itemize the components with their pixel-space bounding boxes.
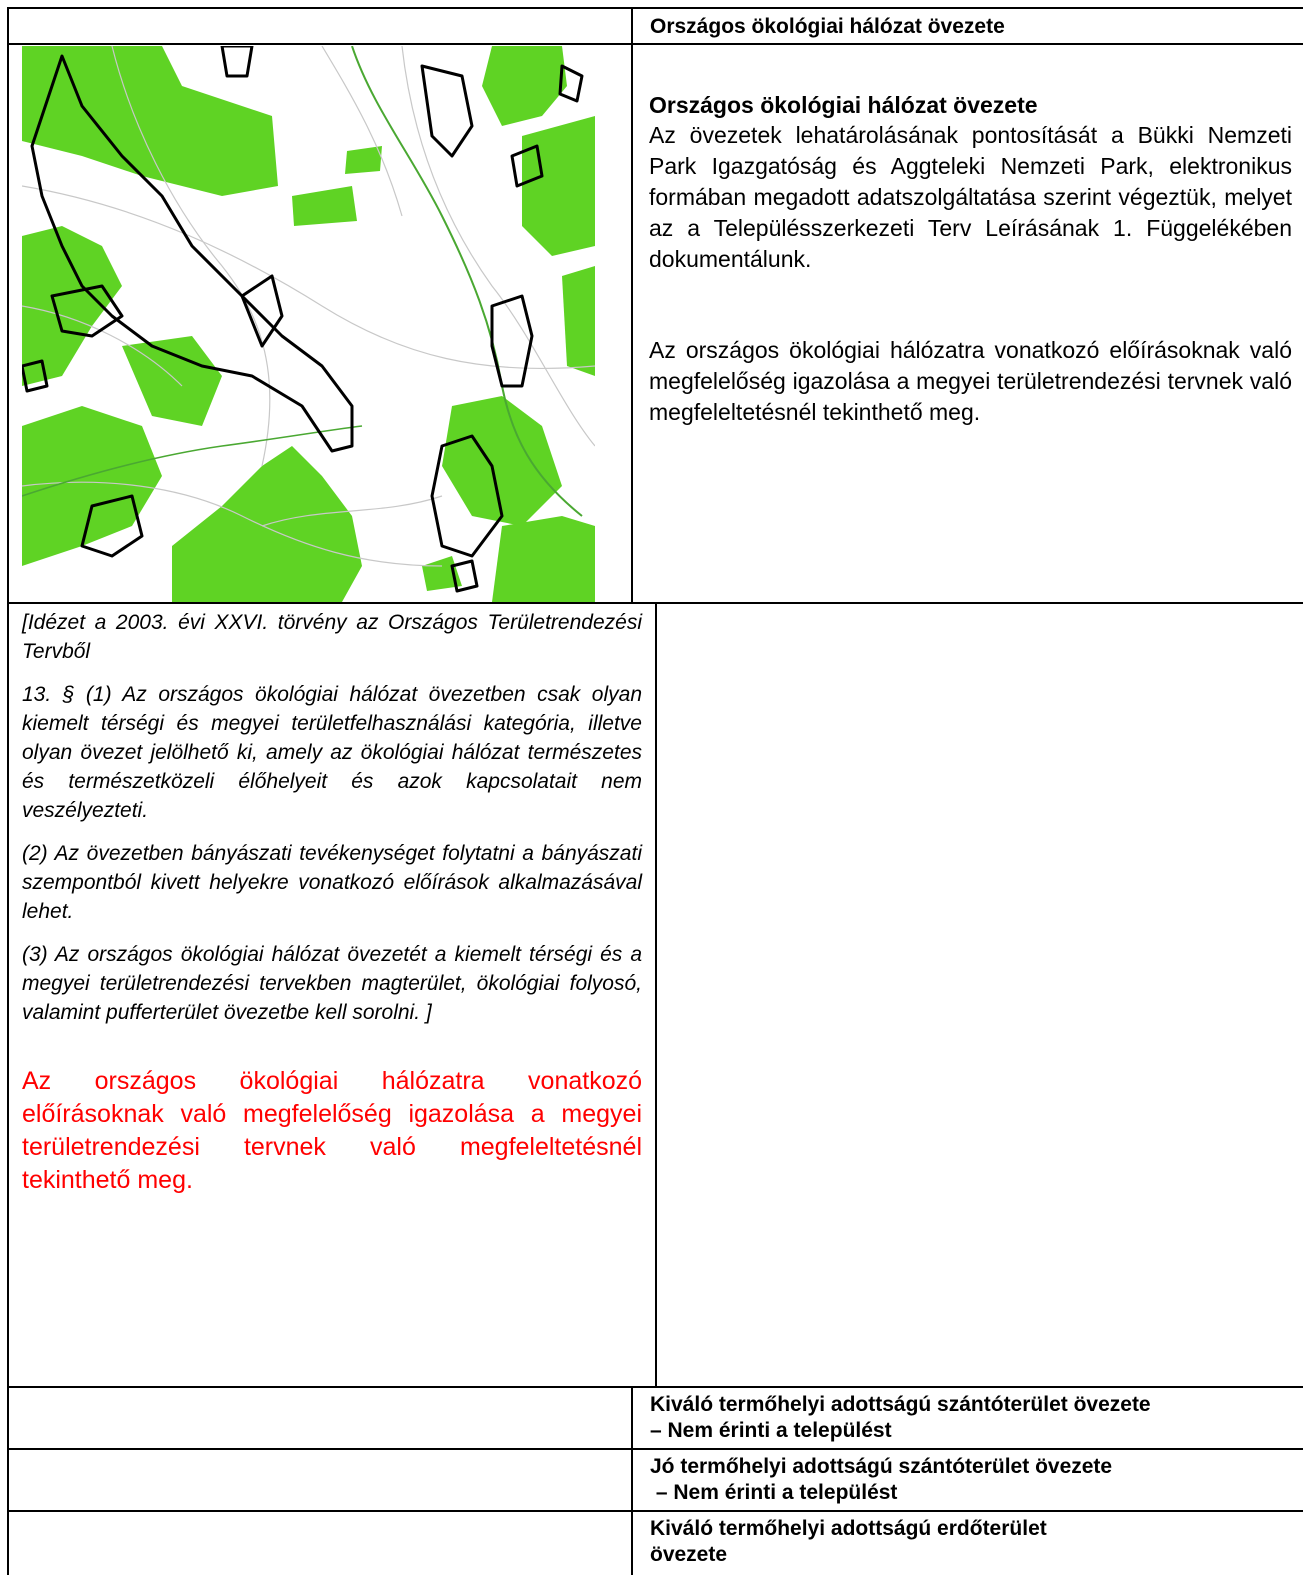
- quote-paragraph-3: (3) Az országos ökológiai hálózat övezetét a kiemelt térségi és a megyei területrendezési tervekben magterület, ökológiai folyosó, valamint pufferterület övezetbe kell sorolni. ]: [22, 943, 642, 1024]
- compliance-paragraph: Az országos ökológiai hálózatra vonatkozó előírásoknak való megfelelőség igazolása a megyei területrendezési tervnek való megfeleltetésnél tekinthető meg.: [649, 337, 1292, 425]
- delineation-paragraph: Az övezetek lehatárolásának pontosítását a Bükki Nemzeti Park Igazgatóság és Aggteleki Nemzeti Park, elektronikus formában megadott adatszolgáltatása szerint végeztük, melyet az a Településszerkezeti Terv Leírásának 1. Függelékében dokumentálunk.: [649, 122, 1292, 272]
- column-divider-bottom: [631, 1386, 633, 1575]
- row5-line1: Jó termőhelyi adottságú szántóterület övezete: [650, 1455, 1113, 1478]
- row1-divider: [7, 43, 1303, 45]
- table-border-left: [7, 7, 9, 1575]
- row4-line1: Kiváló termőhelyi adottságú szántóterület övezete: [650, 1393, 1151, 1416]
- ecological-network-map: [22, 46, 595, 602]
- row5-zone-status: [650, 1454, 1295, 1506]
- table-border-top: [7, 7, 1303, 9]
- row4-line2: – Nem érinti a települést: [650, 1419, 892, 1442]
- section-title: Országos ökológiai hálózat övezete: [649, 92, 1038, 118]
- map-svg: [22, 46, 595, 602]
- legal-quote-cell: [22, 608, 642, 1197]
- row4-divider: [7, 1448, 1303, 1450]
- quote-paragraph-1: 13. § (1) Az országos ökológiai hálózat övezetben csak olyan kiemelt térségi és megyei területfelhasználási kategória, illetve olyan övezet jelölhető ki, amely az ökológiai hálózat természetes és természetközeli élőhelyeit és azok kapcsolatait nem veszélyezteti.: [22, 683, 642, 822]
- quote-paragraph-2: (2) Az övezetben bányászati tevékenységet folytatni a bányászati szempontból kivett helyekre vonatkozó előírások alkalmazásával lehet.: [22, 842, 642, 923]
- row5-line2: – Nem érinti a települést: [650, 1481, 898, 1504]
- row6-line2: övezete: [650, 1543, 728, 1566]
- column-divider-top: [631, 7, 633, 603]
- row4-zone-status: [650, 1392, 1295, 1444]
- row6-line1: Kiváló termőhelyi adottságú erdőterület: [650, 1517, 1047, 1540]
- row5-divider: [7, 1510, 1303, 1512]
- quote-intro: [Idézet a 2003. évi XXVI. törvény az Országos Területrendezési Tervből: [22, 611, 642, 663]
- row6-zone-status: [650, 1516, 1295, 1568]
- column-divider-middle: [655, 602, 657, 1387]
- ecological-network-description: [649, 90, 1292, 428]
- conclusion-text: Az országos ökológiai hálózatra vonatkozó előírásoknak való megfelelőség igazolása a megyei területrendezési tervnek való megfeleltetésnél tekinthető meg.: [22, 1067, 642, 1194]
- row1-header: Országos ökológiai hálózat övezete: [650, 15, 1005, 38]
